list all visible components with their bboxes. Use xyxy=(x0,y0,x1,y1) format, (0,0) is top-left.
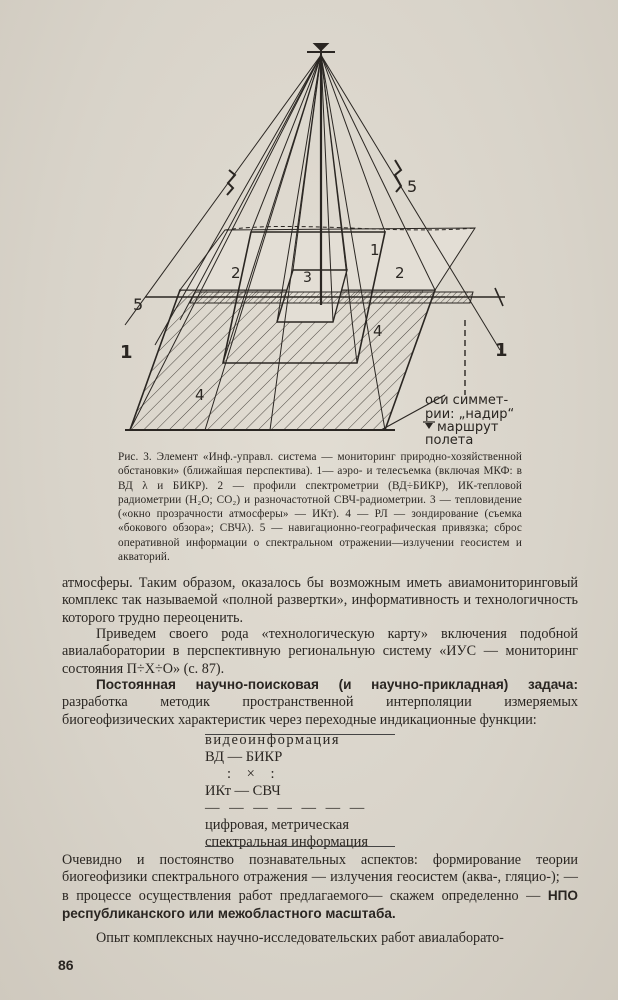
label-4-right: 4 xyxy=(373,322,383,340)
scheme-line-dashes: — — — — — — — xyxy=(205,800,368,816)
label-2-right: 2 xyxy=(395,264,405,282)
label-1-right: 1 xyxy=(495,340,508,361)
label-1-center: 1 xyxy=(370,241,380,259)
radio-link-left-icon xyxy=(227,170,235,195)
label-1-left: 1 xyxy=(120,342,133,363)
task-text: разработка методик пространственной интерполяции измеряемых биогеофизических характеристик через переходные индикационные функции: xyxy=(62,694,578,728)
axis-note-line1: оси симмет- xyxy=(425,393,509,408)
figure-caption: Рис. 3. Элемент «Инф.-управл. система — мониторинг природно-хозяйственной обстановки» (ближайшая перспектива). 1— аэро- и телесъемка (включая МКФ: в ВД λ и БИКР). 2 — профили спектрометрии (ВД÷БИКР), ИК-тепловой радиометрии (H₂O; CO₂) и разночастотной СВЧ-радиометрии. 3 — тепловидение («окно прозрачности атмосферы» — ИКт). 4 — РЛ — зондирование (съемка «бокового обзора»; СВЧλ). 5 — навигационно-географическая привязка; сброс оперативной информации о спектральном отражении—излучении геосистем и акваторий. xyxy=(118,451,522,564)
task-heading: Постоянная научно-поисковая (и научно-прикладная) задача: xyxy=(96,677,578,692)
scheme-line-cross: : × : xyxy=(227,766,281,782)
arrow-down-icon xyxy=(425,423,433,429)
aircraft-icon xyxy=(307,44,335,64)
paragraph-5: Опыт комплексных научно-исследовательских работ авиалаборато- xyxy=(96,930,504,946)
paragraph-3 xyxy=(62,676,578,729)
paragraph-1: атмосферы. Таким образом, оказалось бы возможным иметь авиамониторинговый комплекс так называемой «полной развертки», информативность и технологичность которого трудно переоценить. xyxy=(62,575,578,626)
scheme-line-video: видеоинформация xyxy=(205,732,341,748)
figure-svg xyxy=(95,20,525,450)
scheme-line-vd-bikr: ВД — БИКР xyxy=(205,749,283,765)
label-3: 3 xyxy=(303,270,312,286)
axis-note-line3: маршрут xyxy=(437,420,499,435)
axis-note-line2: рии: „надир“ xyxy=(425,407,515,422)
scheme-line-ik-svch: ИКт — СВЧ xyxy=(205,783,281,799)
axis-note-line4: полета xyxy=(425,433,474,448)
paragraph-4 xyxy=(62,852,578,924)
radio-link-right-icon xyxy=(395,160,401,192)
scheme-line-digital: цифровая, метрическая xyxy=(205,817,350,833)
label-5-left: 5 xyxy=(133,295,144,314)
scheme-rule-bottom xyxy=(205,846,395,847)
scheme-line-spectral: спектральная информация xyxy=(205,834,369,850)
page-number: 86 xyxy=(58,957,74,973)
figure-3-diagram xyxy=(95,20,525,450)
label-2-left: 2 xyxy=(231,264,241,282)
label-5-right: 5 xyxy=(407,177,418,196)
information-scheme xyxy=(205,732,405,851)
paragraph-4-bold: НПО республиканского или межобластного масштаба. xyxy=(62,887,578,922)
paragraph-4-text: Очевидно и постоянство познавательных аспектов: формирование теории биогеофизики спектрального отражения — излучения геосистем (аква-, гляцио-); — в процессе осуществления работ предлагаемого— скажем определенно — xyxy=(62,852,578,904)
label-4-left: 4 xyxy=(195,386,205,404)
paragraph-2: Приведем своего рода «технологическую карту» включения подобной авиалаборатории в перспективную региональную систему «ИУС — мониторинг состояния П÷Х÷О» (с. 87). xyxy=(62,626,578,677)
